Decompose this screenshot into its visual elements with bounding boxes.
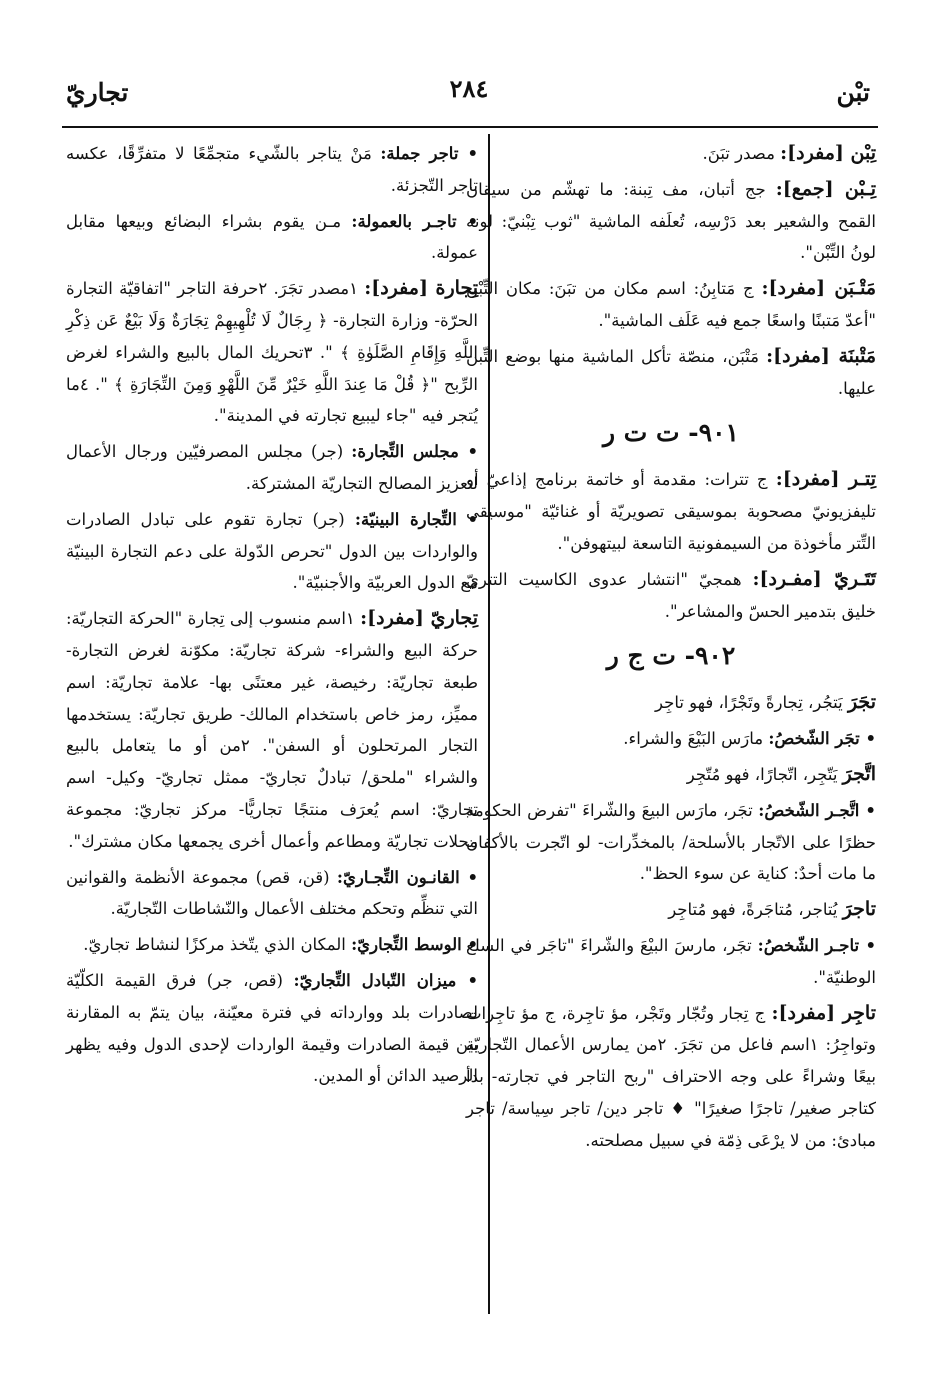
definition-text: ١اسم منسوب إلى تِجارة "الحركة التجاريّة: حركة البيع والشراء- شركة تجاريّة: مكوّنة لغرض التجارة- طبعة تجاريّة: رخيصة، غير معتنًى بها- علامة تجاريّة: اسم مميِّز، رمز خاص باستخدام المالك- طريق تجاريّة: يستخدمها التجار المرتحلون أو السفن". ٢من أو ما يتعامل بالبيع والشراء "ملحق/ تبادلٌ تجاريّ- ممثل تجاريّ- وكيل- اسم تجاريّ: اسم يُعرَف منتجًا تجاريًّا- مركز تجاريّ: مجموعة محلات تجاريّة ومطاعم وأعمال أخرى يجمعها مكان مشترك". bbox=[66, 609, 478, 851]
right-column bbox=[466, 138, 876, 1161]
definition-text: يَتجُر، تِجارةً وتَجْرًا، فهو تاجِر bbox=[655, 693, 848, 713]
sub-entry bbox=[66, 929, 478, 961]
headword: تاجِر [مفرد]: bbox=[771, 1001, 876, 1024]
sub-entry-term: • اتَّجـر الشّخصُ: bbox=[758, 800, 876, 820]
sub-entry-term: • تاجـر الشّخصُ: bbox=[757, 935, 876, 955]
root-heading: ٩٠٢- ت ج ر bbox=[606, 641, 736, 671]
dictionary-entry bbox=[466, 174, 876, 269]
headword: تَتَـريّ [مفـرد]: bbox=[752, 567, 876, 590]
definition-text: ج تترات: مقدمة أو خاتمة برنامج إذاعيّ أو تليفزيونيّ مصحوبة بموسيقى تصويريّة أو غنائيّة "موسيقى التِّتر مأخوذة من السيمفونية التاسعة لبيتهوفن". bbox=[466, 470, 876, 553]
root-heading: ٩٠١- ت ت ر bbox=[603, 418, 739, 448]
definition-text: (جر) تجارة تقوم على تبادل الصادرات والواردات بين الدول "تحرص الدّولة على دعم التجارة البينيّة مع الدول العربيّة والأجنبيّة". bbox=[66, 509, 478, 593]
guide-word-first: تبْن bbox=[836, 78, 870, 107]
dictionary-entry bbox=[466, 564, 876, 628]
definition-text: تجَر، مارسَ البيْعَ والشّراءَ "تاجَر في السلع الوطنيّة". bbox=[466, 935, 876, 987]
definition-text: ج تِجار وتُجّار وتَجْر، مؤ تاجِرة، ج مؤ تاجِرات وتواجِرُ: ١اسم فاعل من تجَرَ. ٢من يمارس الأعمال التّجاريّة بيعًا وشراءً على وجه الاحتراف "ربح التاجر في تجارته- بدأ كتاجر صغير/ تاجرًا صغيرًا" ♦ تاجر دين/ تاجر سِياسة/ تاجر مبادئ: من لا يرْعَى ذِمّة في سبيل مصلحته. bbox=[466, 1003, 876, 1150]
definition-text: مـن يقوم بشراء البضائع وبيعها مقابل عمولة. bbox=[66, 211, 478, 263]
sub-entry bbox=[466, 930, 876, 994]
dictionary-entry bbox=[466, 759, 876, 791]
definition-text: (جر) مجلس المصرفيّين ورجال الأعمال لتعزيز المصالح التجاريّة المشتركة. bbox=[66, 442, 478, 493]
dictionary-entry bbox=[66, 603, 478, 857]
definition-text: (قن، قص) مجموعة الأنظمة والقوانين التي تنظِّم وتحكم مختلف الأعمال والنّشاطات التّجاريّة. bbox=[66, 867, 478, 919]
definition-text: تجَر، مارَس البيعَ والشّراءَ "تفرض الحكومة حظرًا على الاتّجار بالأسلحة/ بالمخدِّرات- لو اتّجرت بالأكفان ما مات أحدٌ: كناية عن سوء الحظ". bbox=[466, 800, 876, 884]
sub-entry-term: • تاجـر بالعمولة: bbox=[351, 211, 478, 231]
sub-entry bbox=[66, 206, 478, 270]
guide-word-last: تجاريّ bbox=[66, 78, 129, 107]
dictionary-entry bbox=[66, 273, 478, 432]
sub-entry-term: • الوسط التِّجاريّ: bbox=[351, 935, 478, 955]
definition-text: مَنْ يتاجر بالشّيء متجمِّعًا لا متفرِّقًا، عكسه تاجر التّجزئة. bbox=[66, 144, 478, 195]
sub-entry-term: • تجَر الشّخصُ: bbox=[768, 729, 876, 749]
sub-entry bbox=[466, 795, 876, 890]
headword: تاجرَ bbox=[842, 898, 876, 921]
sub-entry-term: • القانـون التِّجـاريّ: bbox=[336, 867, 479, 887]
sub-entry bbox=[66, 138, 478, 202]
dictionary-entry bbox=[466, 464, 876, 559]
header-rule bbox=[62, 126, 878, 128]
left-column bbox=[66, 138, 478, 1096]
definition-text: مَتْبَن، منصّة تأكل الماشية منها بوضع التِّبن عليها. bbox=[466, 346, 876, 398]
definition-text: مارَس البَيْعَ والشراء. bbox=[623, 729, 769, 749]
sub-entry bbox=[66, 965, 478, 1092]
dictionary-entry bbox=[466, 894, 876, 926]
headword: تِـبْن [جمع]: bbox=[775, 177, 876, 200]
sub-entry bbox=[66, 862, 478, 926]
sub-entry bbox=[66, 504, 478, 599]
definition-text: المكان الذي يتّخذ مركزًا لنشاط تجاريّ. bbox=[83, 935, 352, 955]
headword: تِجارة [مفرد]: bbox=[364, 277, 478, 300]
sub-entry-term: • تاجر جملة: bbox=[380, 144, 478, 163]
definition-text: مصدر تبَنَ. bbox=[702, 144, 781, 163]
sub-entry-term: • مجلس التِّجارة: bbox=[351, 442, 479, 462]
dictionary-entry bbox=[466, 138, 876, 170]
dictionary-entry bbox=[466, 998, 876, 1157]
sub-entry-term: • ميزان التّبادل التِّجاريّ: bbox=[293, 970, 478, 990]
definition-text: ج مَتابِنُ: اسم مكان من تبَنَ: مكان التِّبْن "أعدّ مَتبنًا واسعًا جمع فيه عَلَف الماشية". bbox=[466, 279, 876, 330]
dictionary-entry bbox=[466, 341, 876, 405]
page-number: ٢٨٤ bbox=[449, 74, 489, 103]
headword: مَتْـبَن [مفرد]: bbox=[761, 277, 877, 300]
sub-entry bbox=[66, 436, 478, 500]
headword: تجَرَ bbox=[847, 691, 876, 714]
headword: تِتـر [مفرد]: bbox=[775, 468, 876, 491]
dictionary-entry bbox=[466, 273, 876, 337]
definition-text: همجيّ "انتشار عدوى الكاسيت التتريّ خليق بتدمير الحسّ والمشاعر". bbox=[466, 569, 876, 621]
dictionary-entry bbox=[466, 687, 876, 719]
headword: تِبْن [مفرد]: bbox=[780, 142, 876, 164]
sub-entry-term: • التِّجارة البينيّة: bbox=[354, 509, 478, 529]
headword: اتَّجرَ bbox=[842, 762, 876, 785]
page-header bbox=[60, 74, 878, 124]
definition-text: جج أتبان، مف تِبنة: ما تهشّم من سيقان القمح والشعير بعد دَرْسِه، تُعلَفه الماشية "ثوب تِبْنيّ: لونه لونُ التِّبْن". bbox=[466, 179, 876, 263]
headword: تِجاريّ [مفرد]: bbox=[360, 607, 478, 630]
definition-text: ١مصدر تجَرَ. ٢حرفة التاجر "اتفاقيّة التجارة الحرّة- وزارة التجارة- ﴿ رِجَالٌ لَا تُلْهِيهِمْ تِجَارَةٌ وَلَا بَيْعٌ عَن ذِكْرِ اللَّهِ وَإِقَامِ الصَّلَوٰةِ ﴾ ". ٣تحريك المال بالبيع والشراء لغرض الرِّبح "﴿ قُلْ مَا عِندَ اللَّهِ خَيْرٌ مِّنَ اللَّهْوِ وَمِنَ التِّجَارَةِ ﴾ ". ٤ما يُتجر فيه "جاء ليبيع تجارته في المدينة". bbox=[66, 279, 478, 426]
definition-text: يُتاجر، مُتاجَرةً، فهو مُتاجِر bbox=[668, 900, 843, 920]
headword: مَتْبنَة [مفرد]: bbox=[766, 344, 877, 367]
definition-text: (قص، جر) فرق القيمة الكلّيّة لصادرات بلد ووارداته في فترة معيّنة، بيان يتمّ به المقارنة بين قيمة الصادرات وقيمة الواردات لإحدى الدول وفيه يظهر الرصيد الدائن أو المدين. bbox=[66, 970, 478, 1086]
definition-text: يَتّجِر، اتّجارًا، فهو مُتّجِر bbox=[686, 764, 843, 784]
sub-entry bbox=[466, 723, 876, 755]
